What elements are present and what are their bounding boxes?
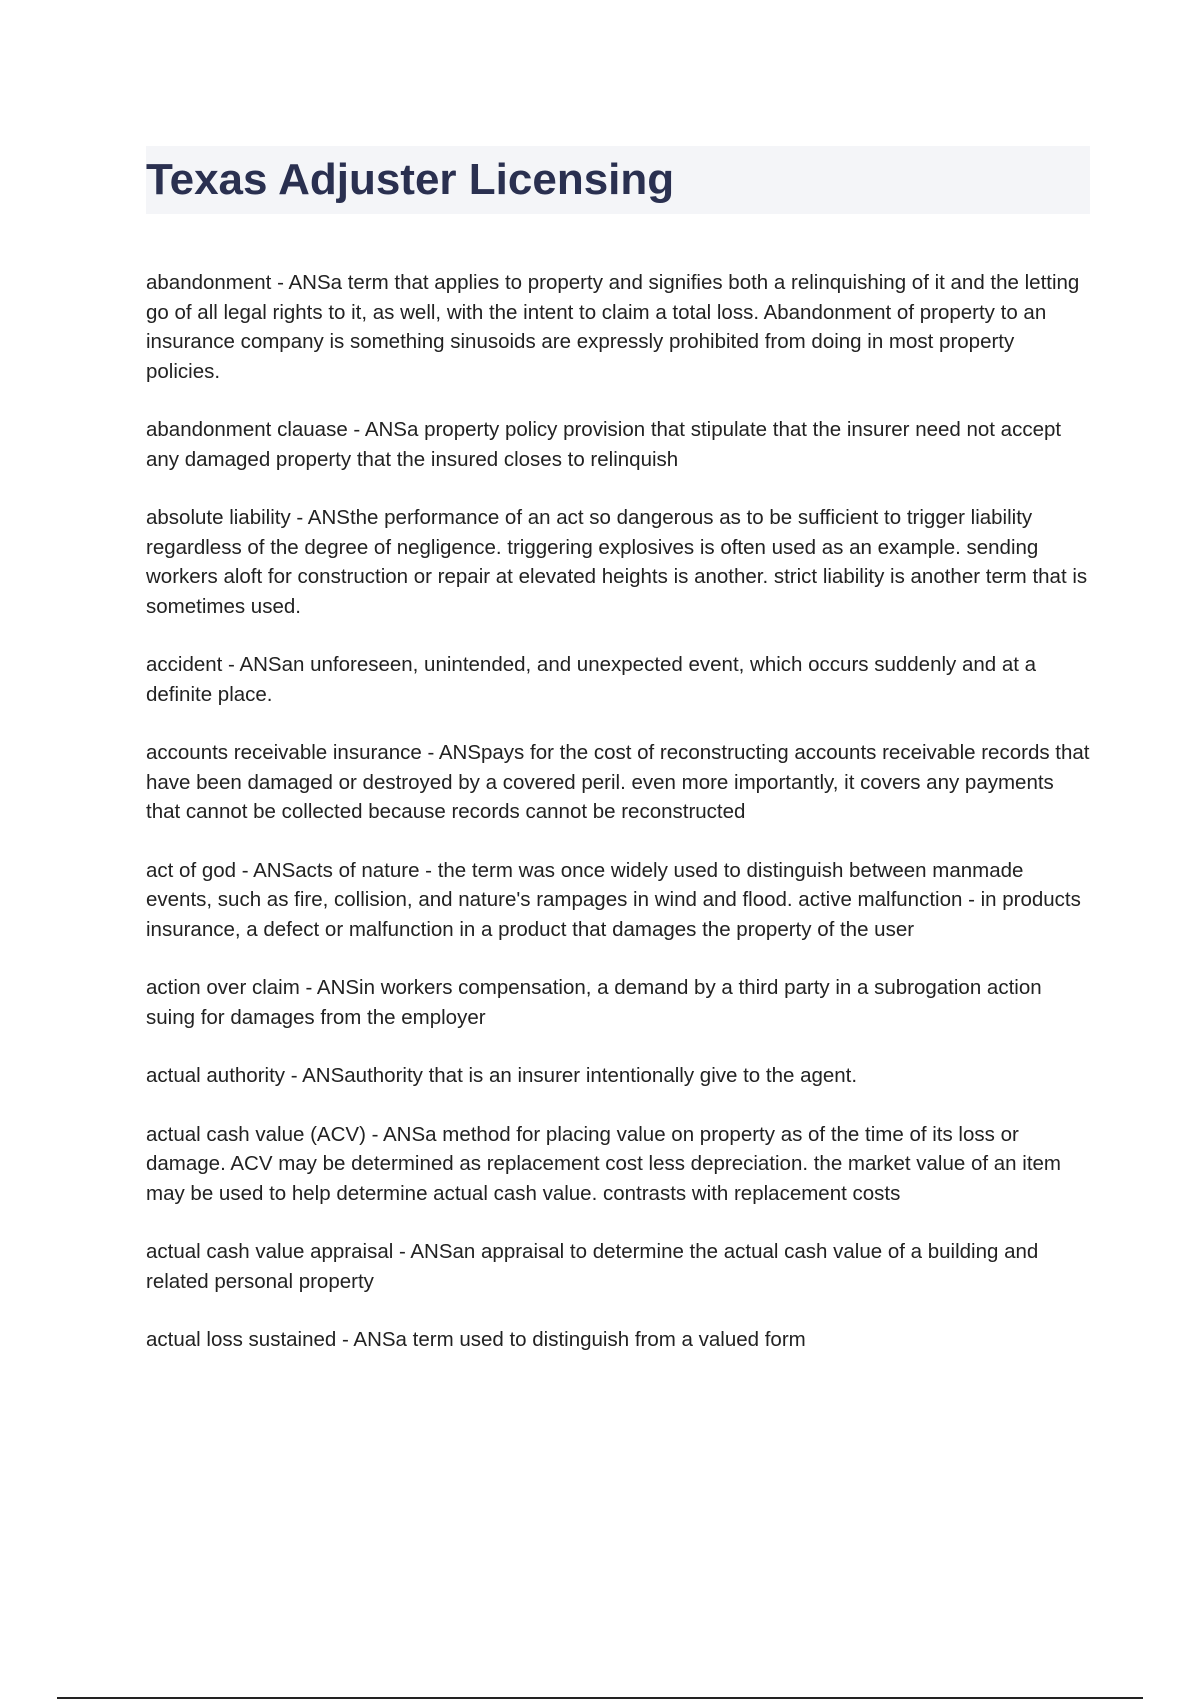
- glossary-entry: abandonment - ANSa term that applies to property and signifies both a relinquishing of it and the letting go of all legal rights to it, as well, with the intent to claim a total loss. Abandonment of property to an insurance company is something sinusoids are expressly prohibited from doing in most property policies.: [146, 271, 1080, 383]
- footer-divider: [57, 1697, 1143, 1699]
- glossary-entry: absolute liability - ANSthe performance of an act so dangerous as to be sufficient to trigger liability regardless of the degree of negligence. triggering explosives is often used as an example. sending workers aloft for construction or repair at elevated heights is another. strict liability is another term that is sometimes used.: [146, 506, 1088, 618]
- glossary-entry: actual authority - ANSauthority that is an insurer intentionally give to the agent.: [146, 1064, 858, 1087]
- glossary-entry: actual loss sustained - ANSa term used to distinguish from a valued form: [146, 1328, 806, 1351]
- document-title: Texas Adjuster Licensing: [146, 155, 675, 204]
- glossary-entry: act of god - ANSacts of nature - the term was once widely used to distinguish between manmade events, such as fire, collision, and nature's rampages in wind and flood. active malfunction - in products insurance, a defect or malfunction in a product that damages the property of the user: [146, 858, 1081, 941]
- glossary-entries: [146, 268, 1092, 1384]
- glossary-entry: action over claim - ANSin workers compensation, a demand by a third party in a subrogation action suing for damages from the employer: [146, 976, 1042, 1029]
- glossary-entry: actual cash value (ACV) - ANSa method for placing value on property as of the time of its loss or damage. ACV may be determined as replacement cost less depreciation. the market value of an item may be used to help determine actual cash value. contrasts with replacement costs: [146, 1122, 1062, 1205]
- glossary-entry: accident - ANSan unforeseen, unintended, and unexpected event, which occurs suddenly and at a definite place.: [146, 653, 1037, 706]
- glossary-entry: actual cash value appraisal - ANSan appraisal to determine the actual cash value of a building and related personal property: [146, 1240, 1039, 1293]
- glossary-entry: accounts receivable insurance - ANSpays for the cost of reconstructing accounts receivable records that have been damaged or destroyed by a covered peril. even more importantly, it covers any payments that cannot be collected because records cannot be reconstructed: [146, 741, 1090, 823]
- title-bar: [146, 146, 1090, 214]
- glossary-entry: abandonment clauase - ANSa property policy provision that stipulate that the insurer need not accept any damaged property that the insured closes to relinquish: [146, 418, 1062, 471]
